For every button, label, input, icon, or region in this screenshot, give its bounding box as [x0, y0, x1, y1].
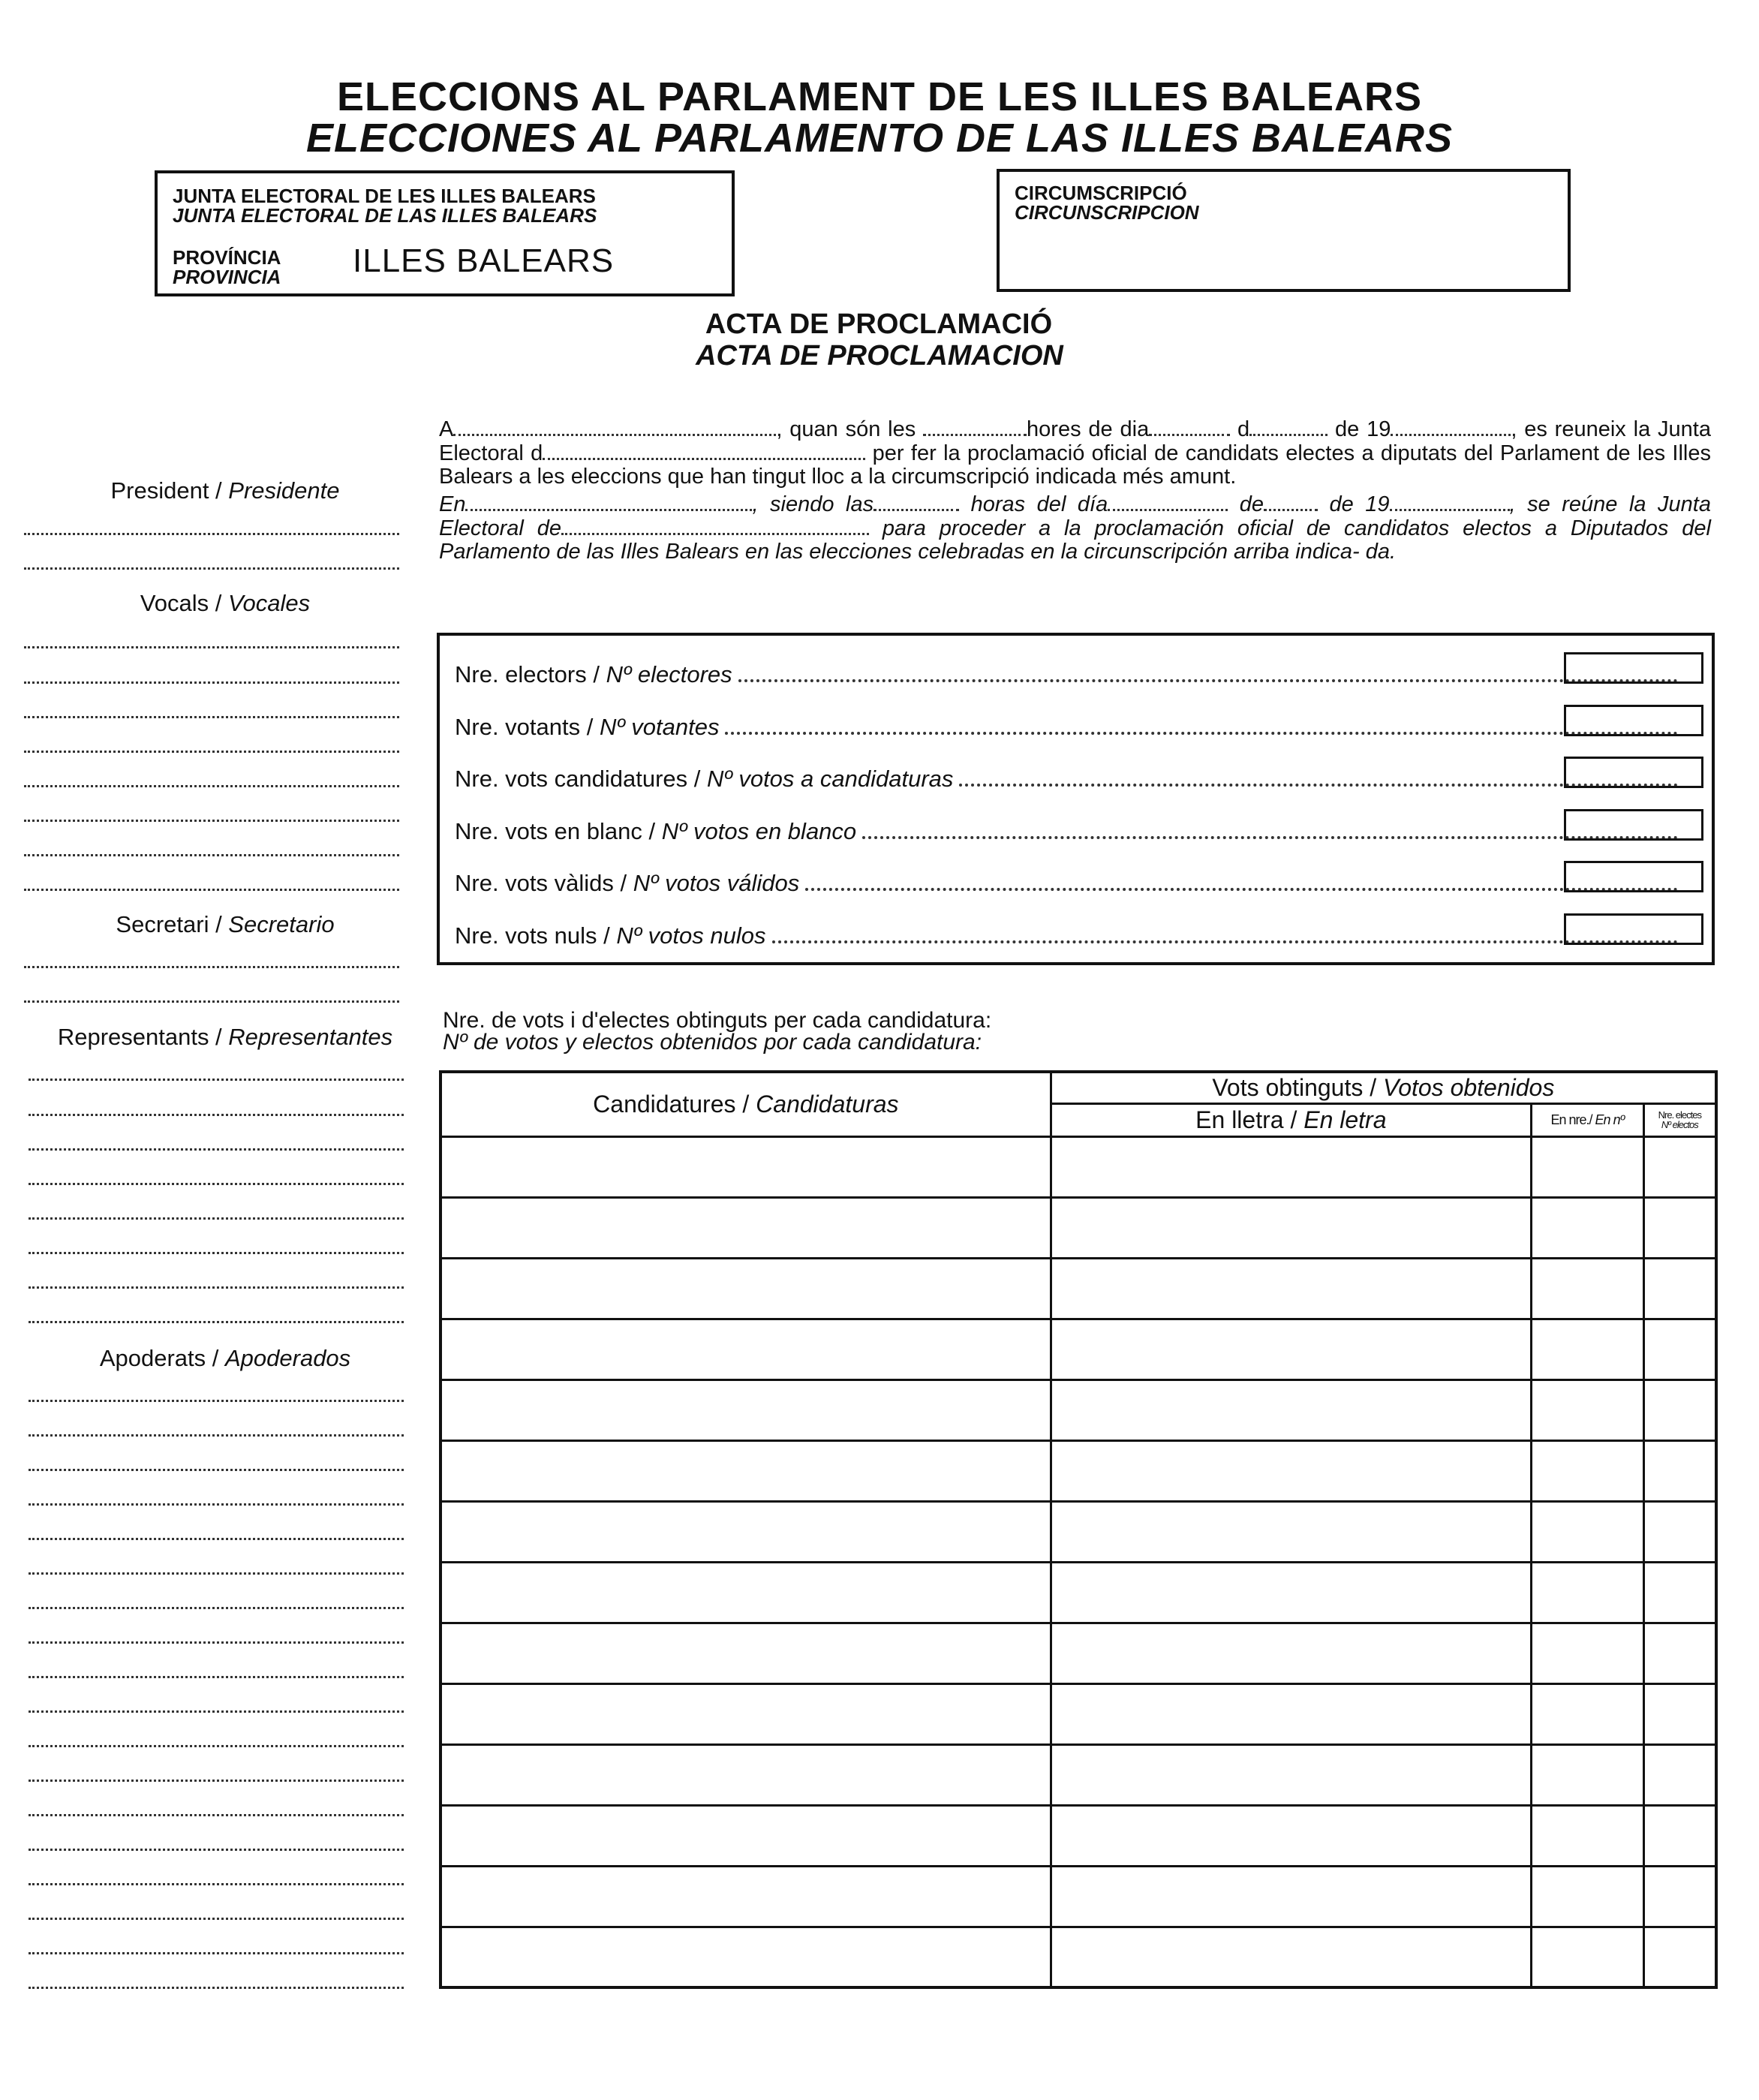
- cell-candidature[interactable]: [441, 1197, 1051, 1258]
- cell-elected[interactable]: [1643, 1866, 1716, 1927]
- apoderat-signature-line[interactable]: [29, 1572, 404, 1575]
- apoderat-signature-line[interactable]: [29, 1469, 404, 1471]
- header-in-number: En nre./ En nº: [1532, 1103, 1644, 1136]
- stat-row-electors: Nre. electors / Nº electores: [455, 661, 1678, 691]
- apoderat-signature-line[interactable]: [29, 1918, 404, 1920]
- representants-label: Representants / Representantes: [57, 1024, 393, 1050]
- junta-field-es[interactable]: [561, 516, 869, 535]
- place-field-es[interactable]: [465, 492, 752, 511]
- cell-votes-number[interactable]: [1532, 1683, 1644, 1744]
- circumscription-label-spanish: CIRCUNSCRIPCION: [1015, 201, 1199, 224]
- cell-candidature[interactable]: [441, 1136, 1051, 1197]
- cell-votes-number[interactable]: [1532, 1501, 1644, 1562]
- apoderat-signature-line[interactable]: [29, 1814, 404, 1816]
- cell-votes-letters[interactable]: [1051, 1501, 1531, 1562]
- cell-candidature[interactable]: [441, 1258, 1051, 1319]
- acta-title-catalan: ACTA DE PROCLAMACIÓ: [705, 308, 1053, 340]
- title-catalan: ELECCIONS AL PARLAMENT DE LES ILLES BALEARS: [336, 74, 1423, 119]
- representant-signature-line[interactable]: [29, 1217, 404, 1220]
- cell-votes-letters[interactable]: [1051, 1623, 1531, 1683]
- cell-votes-number[interactable]: [1532, 1197, 1644, 1258]
- apoderat-signature-line[interactable]: [29, 1987, 404, 1989]
- cell-votes-letters[interactable]: [1051, 1805, 1531, 1866]
- representant-signature-line[interactable]: [29, 1148, 404, 1151]
- apoderat-signature-line[interactable]: [29, 1400, 404, 1402]
- cell-candidature[interactable]: [441, 1319, 1051, 1379]
- table-row: [441, 1866, 1716, 1927]
- cell-elected[interactable]: [1643, 1683, 1716, 1744]
- representant-signature-line[interactable]: [29, 1183, 404, 1185]
- vocals-label: Vocals / Vocales: [140, 590, 311, 616]
- secretari-signature-line[interactable]: [24, 1000, 399, 1003]
- vocal-signature-line[interactable]: [24, 681, 399, 684]
- table-row: [441, 1501, 1716, 1562]
- table-row: [441, 1623, 1716, 1683]
- cell-votes-letters[interactable]: [1051, 1197, 1531, 1258]
- province-value: ILLES BALEARS: [353, 242, 615, 279]
- cell-votes-letters[interactable]: [1051, 1683, 1531, 1744]
- section-heading-spanish: Nº de votos y electos obtenidos por cada candidatura:: [443, 1030, 982, 1055]
- cell-candidature[interactable]: [441, 1927, 1051, 1987]
- year-field-es[interactable]: [1390, 492, 1510, 511]
- cell-votes-number[interactable]: [1532, 1805, 1644, 1866]
- vocal-signature-line[interactable]: [24, 820, 399, 822]
- candidatures-table-body: [441, 1136, 1716, 1987]
- month-field-es[interactable]: [1264, 492, 1318, 511]
- voters-input[interactable]: [1564, 705, 1703, 736]
- day-field[interactable]: [1149, 417, 1230, 436]
- cell-votes-number[interactable]: [1532, 1258, 1644, 1319]
- apoderat-signature-line[interactable]: [29, 1710, 404, 1713]
- electors-input[interactable]: [1564, 652, 1703, 684]
- president-label: President / Presidente: [110, 477, 340, 504]
- cell-votes-letters[interactable]: [1051, 1379, 1531, 1440]
- cell-elected[interactable]: [1643, 1623, 1716, 1683]
- cell-votes-letters[interactable]: [1051, 1866, 1531, 1927]
- cell-votes-number[interactable]: [1532, 1440, 1644, 1501]
- stat-row-candidate-votes: Nre. vots candidatures / Nº votos a candidaturas: [455, 766, 1678, 796]
- vocal-signature-line[interactable]: [24, 785, 399, 787]
- circumscription-box: [997, 169, 1571, 292]
- vocal-signature-line[interactable]: [24, 646, 399, 648]
- representant-signature-line[interactable]: [29, 1114, 404, 1116]
- cell-votes-number[interactable]: [1532, 1562, 1644, 1623]
- cell-elected[interactable]: [1643, 1562, 1716, 1623]
- table-row: [441, 1319, 1716, 1379]
- cell-votes-number[interactable]: [1532, 1319, 1644, 1379]
- representant-signature-line[interactable]: [29, 1321, 404, 1323]
- apoderat-signature-line[interactable]: [29, 1676, 404, 1678]
- apoderat-signature-line[interactable]: [29, 1503, 404, 1506]
- header-candidatures: Candidatures / Candidaturas: [441, 1072, 1051, 1136]
- table-row: [441, 1562, 1716, 1623]
- stat-row-valid-votes: Nre. vots vàlids / Nº votos válidos: [455, 870, 1678, 900]
- cell-elected[interactable]: [1643, 1136, 1716, 1197]
- acta-title-spanish: ACTA DE PROCLAMACION: [696, 340, 1063, 372]
- cell-votes-number[interactable]: [1532, 1623, 1644, 1683]
- cell-elected[interactable]: [1643, 1744, 1716, 1805]
- stat-row-voters: Nre. votants / Nº votantes: [455, 714, 1678, 744]
- cell-votes-letters[interactable]: [1051, 1440, 1531, 1501]
- apoderat-signature-line[interactable]: [29, 1952, 404, 1954]
- apoderat-signature-line[interactable]: [29, 1745, 404, 1747]
- cell-candidature[interactable]: [441, 1805, 1051, 1866]
- cell-votes-number[interactable]: [1532, 1136, 1644, 1197]
- table-row: [441, 1440, 1716, 1501]
- year-field[interactable]: [1391, 417, 1511, 436]
- hour-field-es[interactable]: [873, 492, 959, 511]
- cell-elected[interactable]: [1643, 1258, 1716, 1319]
- paragraph-catalan: A , quan són les hores de dia d de 19 , es reuneix la Junta Electoral d per fer la proclamació oficial de candidats electes a diputats del Parlament de les Illes Balears a les eleccions que han tingut lloc a la circumscripció indicada més amunt.: [439, 417, 1711, 489]
- table-row: [441, 1927, 1716, 1987]
- junta-electoral-box: [155, 170, 735, 296]
- cell-votes-letters[interactable]: [1051, 1744, 1531, 1805]
- place-field[interactable]: [453, 417, 776, 436]
- president-signature-line[interactable]: [24, 533, 399, 535]
- cell-elected[interactable]: [1643, 1501, 1716, 1562]
- cell-candidature[interactable]: [441, 1501, 1051, 1562]
- province-label-spanish: PROVINCIA: [173, 266, 281, 288]
- vocal-signature-line[interactable]: [24, 854, 399, 856]
- representant-signature-line[interactable]: [29, 1079, 404, 1081]
- cell-elected[interactable]: [1643, 1197, 1716, 1258]
- table-row: [441, 1136, 1716, 1197]
- representant-signature-line[interactable]: [29, 1252, 404, 1254]
- apoderat-signature-line[interactable]: [29, 1780, 404, 1782]
- president-signature-line[interactable]: [24, 567, 399, 570]
- header-votes-obtained: Vots obtinguts / Votos obtenidos: [1051, 1072, 1716, 1103]
- null-votes-input[interactable]: [1564, 913, 1703, 945]
- month-field[interactable]: [1249, 417, 1328, 436]
- vocal-signature-line[interactable]: [24, 751, 399, 753]
- cell-votes-letters[interactable]: [1051, 1136, 1531, 1197]
- cell-candidature[interactable]: [441, 1683, 1051, 1744]
- secretari-signature-line[interactable]: [24, 966, 399, 968]
- circumscription-label-catalan: CIRCUMSCRIPCIÓ: [1015, 182, 1187, 204]
- section-heading-catalan: Nre. de vots i d'electes obtinguts per cada candidatura:: [443, 1008, 992, 1033]
- table-row: [441, 1379, 1716, 1440]
- junta-label-spanish: JUNTA ELECTORAL DE LAS ILLES BALEARS: [173, 204, 597, 227]
- day-field-es[interactable]: [1108, 492, 1228, 511]
- junta-field[interactable]: [543, 441, 865, 460]
- title-spanish: ELECCIONES AL PARLAMENTO DE LAS ILLES BALEARS: [305, 116, 1454, 161]
- table-row: [441, 1744, 1716, 1805]
- paragraph-spanish: En , siendo las horas del día de de 19 , se reúne la Junta Electoral de para proceder a la proclamación oficial de candidatos electos a Diputados del Parlamento de las Illes Balears en las elecciones celebradas en la circunscripción arriba indica- da.: [439, 492, 1711, 564]
- stat-row-null-votes: Nre. vots nuls / Nº votos nulos: [455, 922, 1678, 952]
- valid-votes-input[interactable]: [1564, 861, 1703, 892]
- junta-label-catalan: JUNTA ELECTORAL DE LES ILLES BALEARS: [173, 185, 596, 207]
- secretari-label: Secretari / Secretario: [116, 911, 335, 937]
- table-row: [441, 1258, 1716, 1319]
- cell-votes-number[interactable]: [1532, 1927, 1644, 1987]
- apoderat-signature-line[interactable]: [29, 1641, 404, 1644]
- cell-votes-number[interactable]: [1532, 1744, 1644, 1805]
- header-in-letters: En lletra / En letra: [1051, 1103, 1531, 1136]
- cell-votes-number[interactable]: [1532, 1379, 1644, 1440]
- cell-votes-letters[interactable]: [1051, 1258, 1531, 1319]
- cell-candidature[interactable]: [441, 1562, 1051, 1623]
- candidatures-table: [439, 1070, 1718, 1989]
- blank-votes-input[interactable]: [1564, 809, 1703, 841]
- vote-totals-box: [437, 633, 1715, 965]
- header-elected: Nre. electes Nº electos: [1643, 1103, 1716, 1136]
- table-row: [441, 1683, 1716, 1744]
- apoderats-label: Apoderats / Apoderados: [99, 1345, 351, 1371]
- cell-candidature[interactable]: [441, 1379, 1051, 1440]
- apoderat-signature-line[interactable]: [29, 1538, 404, 1540]
- cell-elected[interactable]: [1643, 1319, 1716, 1379]
- cell-elected[interactable]: [1643, 1927, 1716, 1987]
- cell-candidature[interactable]: [441, 1866, 1051, 1927]
- apoderat-signature-line[interactable]: [29, 1434, 404, 1437]
- cell-candidature[interactable]: [441, 1623, 1051, 1683]
- table-row: [441, 1197, 1716, 1258]
- representant-signature-line[interactable]: [29, 1286, 404, 1289]
- table-row: [441, 1805, 1716, 1866]
- cell-votes-letters[interactable]: [1051, 1927, 1531, 1987]
- cell-candidature[interactable]: [441, 1744, 1051, 1805]
- apoderat-signature-line[interactable]: [29, 1607, 404, 1609]
- stat-row-blank-votes: Nre. vots en blanc / Nº votos en blanco: [455, 818, 1678, 848]
- cell-elected[interactable]: [1643, 1440, 1716, 1501]
- cell-elected[interactable]: [1643, 1379, 1716, 1440]
- cell-votes-number[interactable]: [1532, 1866, 1644, 1927]
- province-label-catalan: PROVÍNCIA: [173, 246, 281, 269]
- apoderat-signature-line[interactable]: [29, 1883, 404, 1885]
- hour-field[interactable]: [923, 417, 1027, 436]
- vocal-signature-line[interactable]: [24, 716, 399, 718]
- apoderat-signature-line[interactable]: [29, 1849, 404, 1851]
- cell-votes-letters[interactable]: [1051, 1319, 1531, 1379]
- cell-votes-letters[interactable]: [1051, 1562, 1531, 1623]
- cell-candidature[interactable]: [441, 1440, 1051, 1501]
- cell-elected[interactable]: [1643, 1805, 1716, 1866]
- vocal-signature-line[interactable]: [24, 889, 399, 891]
- candidate-votes-input[interactable]: [1564, 757, 1703, 788]
